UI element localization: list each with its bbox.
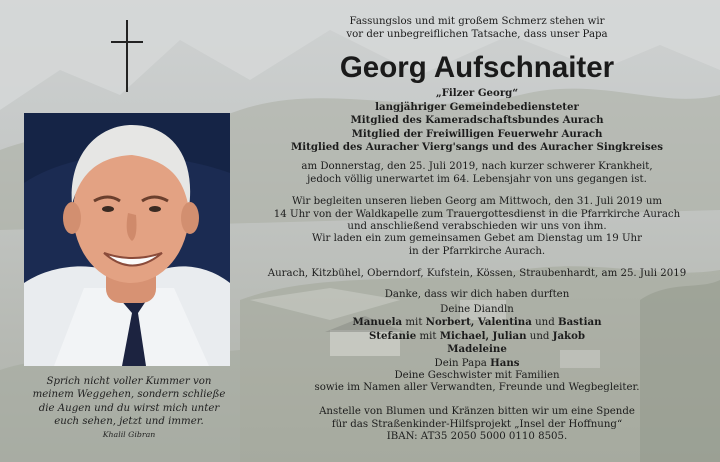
family-member: Jakob: [552, 329, 586, 342]
portrait-photo: [24, 113, 230, 366]
quote-author: Khalil Gibran: [102, 430, 156, 440]
death-line: jedoch völlig unerwartet im 64. Lebensjahr von uns gegangen ist.: [307, 173, 647, 185]
quote-line: Sprich nicht voller Kummer von: [46, 376, 212, 387]
family-list: [248, 304, 706, 395]
cross-icon: [111, 20, 143, 92]
funeral-line: und anschließend verabschieden wir uns von ihm.: [347, 221, 607, 233]
funeral-line: Wir begleiten unseren lieben Georg am Mittwoch, den 31. Juli 2019 um: [291, 196, 663, 207]
deceased-name: Georg Aufschnaiter: [339, 51, 615, 84]
death-paragraph: [248, 161, 706, 186]
death-line: am Donnerstag, den 25. Juli 2019, nach kurzer schwerer Krankheit,: [301, 161, 653, 172]
family-member: Bastian: [557, 316, 602, 329]
family-member: Michael, Julian: [439, 329, 527, 342]
prayer-paragraph: [248, 233, 706, 258]
intro-line: Fassungslos und mit großem Schmerz stehen wir: [349, 16, 605, 27]
family-member: Manuela: [352, 316, 403, 329]
prayer-line: Wir laden ein zum gemeinsamen Gebet am Dienstag um 19 Uhr: [312, 233, 642, 244]
title-line: Mitglied des Auracher Vierg'sangs und des Auracher Singkreises: [290, 141, 664, 153]
memorial-quote: [16, 375, 242, 440]
connector: und: [526, 330, 553, 342]
title-line: Mitglied des Kameradschaftsbundes Aurach: [350, 114, 604, 126]
papa-label: Dein Papa: [434, 357, 491, 369]
family-member: Stefanie: [368, 329, 417, 342]
funeral-paragraph: [248, 196, 706, 234]
connector: mit: [416, 330, 440, 342]
donation-line: für das Straßenkinder-Hilfsprojekt „Insel der Hoffnung“: [331, 418, 623, 430]
daughters-label: Deine Diandln: [440, 304, 514, 315]
quote-line: euch sehen, jetzt und immer.: [54, 415, 204, 427]
connector: und: [531, 317, 558, 329]
relatives-line: sowie im Namen aller Verwandten, Freunde und Wegbegleiter.: [314, 382, 640, 394]
papa-name: Hans: [490, 356, 520, 369]
family-line-3: [248, 343, 706, 356]
thanks-line: Danke, dass wir dich haben durften: [384, 289, 570, 300]
family-member: Norbert, Valentina: [425, 316, 532, 329]
papa-line: [248, 357, 706, 370]
connector: mit: [402, 317, 426, 329]
quote-line: meinem Weggehen, sondern schließe: [32, 389, 226, 401]
siblings-line: Deine Geschwister mit Familien: [394, 370, 560, 382]
nickname: „Filzer Georg“: [435, 87, 519, 99]
intro-line: vor der unbegreiflichen Tatsache, dass unser Papa: [346, 28, 608, 40]
funeral-line: 14 Uhr von der Waldkapelle zum Trauergottesdienst in die Pfarrkirche Aurach: [273, 208, 681, 220]
portrait-illustration: [24, 113, 230, 366]
prayer-line: in der Pfarrkirche Aurach.: [408, 245, 546, 257]
quote-line: die Augen und du wirst mich unter: [38, 402, 220, 414]
family-line-1: [248, 316, 706, 329]
iban-line: IBAN: AT35 2050 5000 0110 8505.: [386, 431, 568, 443]
donation-line: Anstelle von Blumen und Kränzen bitten wir um eine Spende: [319, 406, 635, 417]
deceased-titles: [248, 87, 706, 155]
family-member: Madeleine: [447, 343, 507, 356]
title-line: Mitglied der Freiwilligen Feuerwehr Aurach: [351, 127, 603, 140]
donation-paragraph: [248, 406, 706, 444]
title-line: langjähriger Gemeindebediensteter: [375, 100, 579, 113]
intro-text: [248, 16, 706, 41]
family-line-2: [248, 330, 706, 343]
place-date: Aurach, Kitzbühel, Oberndorf, Kufstein, Kössen, Straubenhardt, am 25. Juli 2019: [267, 268, 687, 279]
